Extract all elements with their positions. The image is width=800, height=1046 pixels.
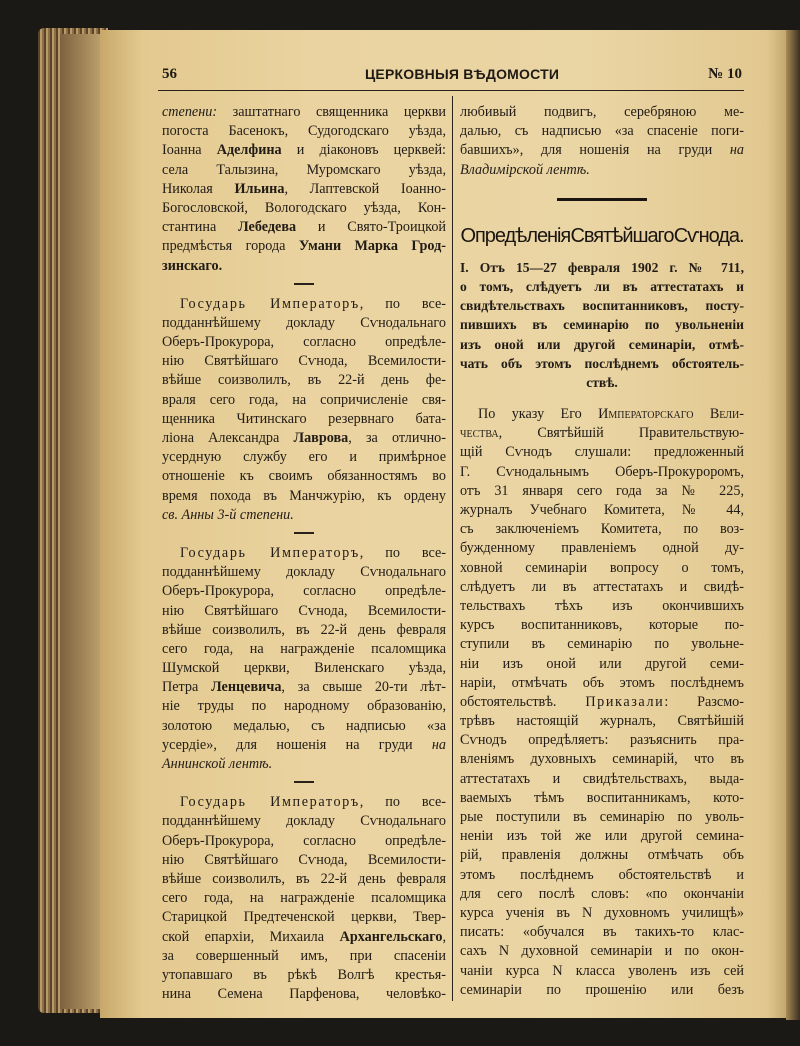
text-line xyxy=(460,827,744,846)
text-line xyxy=(460,674,744,693)
text-line xyxy=(162,621,446,640)
text-span: курсъ воспитанниковъ, которые по- xyxy=(460,617,744,634)
text-line xyxy=(460,315,744,334)
text-span: нина Семена Парфенова, человѣко- xyxy=(162,986,446,1003)
left-column xyxy=(162,103,446,1004)
paragraph xyxy=(162,544,446,774)
text-span: чества xyxy=(460,425,499,442)
text-span: неніи изъ той же или другой семина- xyxy=(460,828,744,845)
text-line xyxy=(460,141,744,160)
bold-name: Архангельскаго xyxy=(339,928,443,945)
text-span: , за свыше 20-ти лѣт- xyxy=(281,679,446,696)
text-line xyxy=(162,122,446,141)
text-line xyxy=(162,218,446,237)
text-span: бужденному правленіемъ одной ду- xyxy=(460,540,744,557)
book-binding-shadow xyxy=(786,30,800,1020)
page-number: 56 xyxy=(162,66,177,82)
text-span: стантина xyxy=(162,219,239,236)
text-span: Оберъ-Прокурора, согласно опредѣле- xyxy=(162,832,446,849)
text-span: , Лаптевской Іоанно- xyxy=(284,180,446,197)
text-line xyxy=(162,582,446,601)
text-span: далью, съ надписью «за спасеніе поги- xyxy=(460,123,744,140)
text-line xyxy=(162,467,446,486)
text-span: для сего послѣ словъ: «по окончаніи xyxy=(460,885,744,902)
text-line xyxy=(460,731,744,750)
italic-text: Аннинской лентѣ. xyxy=(162,756,273,772)
text-line xyxy=(162,506,446,525)
text-span: враля сего года, на сопричисленіе свя- xyxy=(162,391,446,408)
text-span: журналъ Учебнаго Комитета, № 44, xyxy=(460,502,744,518)
bold-name: Ленцевича xyxy=(211,679,282,696)
text-line xyxy=(460,962,744,981)
section-divider xyxy=(294,781,314,783)
text-span: I. Отъ 15—27 февраля 1902 г. № 711, xyxy=(460,259,744,275)
text-span: : Разсмо- xyxy=(664,693,744,710)
text-span: вленіямъ духовныхъ семинарій, что въ xyxy=(460,751,744,768)
text-line xyxy=(460,424,744,443)
text-line xyxy=(162,717,446,736)
text-span: свидѣтельствахъ воспитанниковъ, посту- xyxy=(460,298,744,314)
journal-title: ЦЕРКОВНЫЯ ВѢДОМОСТИ xyxy=(365,66,560,82)
text-span: за совершенный имъ, при спасеніи xyxy=(162,947,446,964)
section-divider xyxy=(557,198,647,201)
text-span: этомъ послѣднемъ обстоятельствѣ и xyxy=(460,866,744,883)
text-span: нію Святѣйшаго Сѵнода, Всемилости- xyxy=(162,851,446,868)
text-line xyxy=(162,429,446,448)
text-line xyxy=(162,237,446,256)
text-line xyxy=(460,770,744,789)
text-span: По указу Его xyxy=(478,406,599,423)
section-heading: Опредѣленія Святѣйшаго Сѵнода. xyxy=(460,224,744,247)
text-span: Петра xyxy=(162,679,212,696)
text-line xyxy=(460,866,744,885)
text-span: Шумской церкви, Виленскаго уѣзда, xyxy=(162,660,446,677)
text-line xyxy=(162,928,446,947)
text-line xyxy=(162,410,446,429)
text-line xyxy=(460,808,744,827)
text-span: щій Сѵнодъ слушали: предложенный xyxy=(460,444,744,461)
text-line xyxy=(162,870,446,889)
text-span: Приказали xyxy=(585,693,665,710)
text-span: Государь Императоръ xyxy=(180,544,360,561)
text-line xyxy=(162,812,446,831)
right-column xyxy=(460,103,744,1000)
text-span: ствѣ. xyxy=(586,374,618,390)
text-line xyxy=(162,697,446,716)
text-span: Сѵнодъ опредѣляетъ: разъяснить пра- xyxy=(460,732,744,749)
text-span: села Талызина, Муромскаго уѣзда, xyxy=(162,161,446,178)
bold-name: Лаврова xyxy=(293,430,349,446)
text-line xyxy=(460,559,744,578)
text-line xyxy=(162,257,446,276)
text-span: Николая xyxy=(162,180,235,197)
column-divider xyxy=(452,96,453,1001)
text-line xyxy=(162,352,446,371)
text-span: бавшихъ», для ношенія на груди xyxy=(460,142,730,159)
paragraph xyxy=(460,405,744,1000)
text-span: Государь Императоръ xyxy=(180,295,360,312)
text-span: чаніи курса N класса уволенъ изъ сей xyxy=(460,962,744,979)
text-line xyxy=(460,750,744,769)
text-line xyxy=(162,295,446,314)
text-line xyxy=(460,693,744,712)
text-span: Оберъ-Прокурора, согласно опредѣле- xyxy=(162,334,446,351)
text-span: вѣйше соизволилъ, въ 22-й день фе- xyxy=(162,372,446,389)
text-span: ніи изъ оной или другой семи- xyxy=(460,655,744,672)
text-span: сего года, на награжденіе псаломщика xyxy=(162,890,446,907)
text-line xyxy=(460,482,744,501)
text-span: Г. Сѵнодальнымъ Оберъ-Прокуроромъ, xyxy=(460,463,744,480)
text-span: писать: «обучался въ такихъ-то клас- xyxy=(460,924,744,941)
decree-summary xyxy=(460,258,744,392)
text-line xyxy=(460,258,744,277)
text-span: предмѣстья города xyxy=(162,238,299,255)
text-line xyxy=(162,333,446,352)
text-span: погоста Басенокъ, Судогодскаго уѣзда, xyxy=(162,123,446,140)
text-line xyxy=(460,405,744,424)
text-line xyxy=(162,391,446,410)
text-span: наріи, отмѣчать объ этомъ послѣднемъ xyxy=(460,674,744,691)
text-line xyxy=(162,563,446,582)
text-line xyxy=(460,578,744,597)
text-line xyxy=(162,736,446,755)
text-span: курса ученія въ N духовномъ училищѣ» xyxy=(460,904,744,921)
text-line xyxy=(162,371,446,390)
text-line xyxy=(460,373,744,392)
text-line xyxy=(460,923,744,942)
text-line xyxy=(460,712,744,731)
text-line xyxy=(460,539,744,558)
text-span: и Свято-Троицкой xyxy=(296,219,446,236)
text-line xyxy=(162,314,446,333)
text-span: сего года, на награжденіе псаломщика xyxy=(162,640,446,657)
italic-text: степени: xyxy=(162,104,218,120)
text-span: нію Святѣйшаго Сѵнода, Всемилости- xyxy=(162,602,446,619)
bold-name: зинскаго. xyxy=(162,257,223,274)
text-line xyxy=(162,602,446,621)
section-divider xyxy=(294,532,314,534)
text-line xyxy=(162,103,446,122)
text-span: ховной семинаріи вопросу о томъ, xyxy=(460,559,744,576)
text-span: заштатнаго священника церкви xyxy=(217,104,446,120)
text-span: , по все- xyxy=(359,295,446,312)
text-span: отношеніе къ своимъ обязанностямъ во xyxy=(162,468,446,485)
text-line xyxy=(460,122,744,141)
text-line xyxy=(162,640,446,659)
text-span: усердіе», для ношенія на груди xyxy=(162,736,432,753)
text-line xyxy=(162,141,446,160)
text-line xyxy=(162,448,446,467)
text-line xyxy=(162,966,446,985)
text-span: аттестатахъ и свидѣтельствахъ, выда- xyxy=(460,770,744,787)
text-span: Императорскаго Вели- xyxy=(598,406,744,423)
text-line xyxy=(460,277,744,296)
text-span: вѣйше соизволилъ, въ 22-й день февраля xyxy=(162,870,446,887)
text-span: время похода въ Манчжурію, къ ордену xyxy=(162,487,446,504)
paragraph xyxy=(162,103,446,276)
text-span: ліона Александра xyxy=(162,430,294,446)
text-span: рій, правленія должны отмѣчать объ xyxy=(460,847,744,864)
paragraph xyxy=(460,103,744,180)
text-span: любивый подвигъ, серебряною ме- xyxy=(460,104,744,120)
header-rule xyxy=(158,90,744,91)
running-header xyxy=(160,66,742,86)
text-span: Богословской, Вологодскаго уѣзда, Кон- xyxy=(162,199,446,216)
text-span: чать объ этомъ послѣднемъ обстоятель- xyxy=(460,355,744,371)
paragraph xyxy=(162,295,446,525)
text-span: о томъ, слѣдуетъ ли въ аттестатахъ и xyxy=(460,278,744,294)
text-span: пившихъ въ семинарію по увольненіи xyxy=(460,317,744,333)
text-line xyxy=(162,985,446,1004)
text-span: обстоятельствѣ. xyxy=(460,693,586,710)
text-span: , за отлично- xyxy=(348,430,446,446)
text-span: рые поступили въ семинарію по уволь- xyxy=(460,809,744,825)
text-line xyxy=(460,501,744,520)
italic-text: Владимірской лентѣ. xyxy=(460,161,590,178)
text-line xyxy=(162,659,446,678)
text-span: Старицкой Предтеченской церкви, Твер- xyxy=(162,909,446,926)
issue-number: № 10 xyxy=(708,66,742,82)
text-line xyxy=(162,947,446,966)
text-span: изъ оной или другой семинаріи, отмѣ- xyxy=(460,336,744,352)
text-span: , по все- xyxy=(359,794,446,811)
text-line xyxy=(460,635,744,654)
section-divider xyxy=(294,283,314,285)
text-line xyxy=(460,443,744,462)
text-span: нію Святѣйшаго Сѵнода, Всемилости- xyxy=(162,353,446,370)
text-span: подданнѣйшему докладу Сѵнодальнаго xyxy=(162,314,446,331)
text-span: семинаріи по прошенію или безъ xyxy=(460,981,744,998)
text-span: подданнѣйшему докладу Сѵнодальнаго xyxy=(162,564,446,581)
text-line xyxy=(460,885,744,904)
text-line xyxy=(162,908,446,927)
text-line xyxy=(460,296,744,315)
text-line xyxy=(162,851,446,870)
italic-text: на xyxy=(431,736,446,753)
bold-name: Ильина xyxy=(234,180,285,197)
text-span: Оберъ-Прокурора, согласно опредѣле- xyxy=(162,583,446,600)
text-line xyxy=(460,597,744,616)
text-span: утопавшаго въ рѣкѣ Волгѣ крестья- xyxy=(162,966,446,983)
text-line xyxy=(162,793,446,812)
text-span: , по все- xyxy=(359,544,446,561)
text-span: трѣвъ настоящій журналъ, Святѣйшій xyxy=(460,713,744,730)
italic-text: св. Анны 3-й степени. xyxy=(162,506,294,523)
text-line xyxy=(460,103,744,122)
text-span: золотою медалью, съ надписью «за xyxy=(162,717,446,734)
bold-name: Лебедева xyxy=(238,219,297,236)
text-span: слѣдуетъ ли въ аттестатахъ и свидѣ- xyxy=(460,578,744,595)
text-line xyxy=(162,755,446,774)
text-line xyxy=(460,463,744,482)
text-line xyxy=(460,616,744,635)
text-span: подданнѣйшему докладу Сѵнодальнаго xyxy=(162,813,446,830)
text-span: , Святѣйшій Правительствую- xyxy=(498,425,744,442)
text-span: , xyxy=(442,928,446,945)
text-line xyxy=(460,354,744,373)
italic-text: на xyxy=(729,142,744,159)
text-line xyxy=(162,161,446,180)
text-line xyxy=(460,846,744,865)
text-span: и діаконовъ церквей: xyxy=(281,142,446,159)
text-line xyxy=(162,832,446,851)
text-line xyxy=(162,889,446,908)
text-line xyxy=(460,161,744,180)
text-span: съ заключеніемъ Комитета, по воз- xyxy=(460,521,744,538)
text-span: ской епархіи, Михаила xyxy=(162,928,340,945)
text-line xyxy=(460,655,744,674)
text-line xyxy=(460,520,744,539)
text-span: ніе труды по народному образованію, xyxy=(162,698,446,715)
text-line xyxy=(162,544,446,563)
text-span: вѣйше соизволилъ, въ 22-й день февраля xyxy=(162,621,446,638)
text-line xyxy=(162,487,446,506)
text-line xyxy=(460,789,744,808)
text-line xyxy=(162,199,446,218)
text-line xyxy=(162,180,446,199)
bold-name: Аделфина xyxy=(216,142,282,159)
text-span: сахъ N духовной семинаріи и по окон- xyxy=(460,943,744,960)
text-line xyxy=(162,678,446,697)
text-span: щенника Читинскаго резервнаго бата- xyxy=(162,410,446,427)
spacer xyxy=(460,392,744,405)
text-span: усердную службу его и примѣрное xyxy=(162,449,446,466)
text-span: Государь Императоръ xyxy=(180,794,360,811)
text-line xyxy=(460,981,744,1000)
bold-name: Умани Марка Грод- xyxy=(298,238,446,255)
text-line xyxy=(460,942,744,961)
text-span: ваемыхъ тѣмъ воспитанникамъ, кото- xyxy=(460,789,744,806)
text-line xyxy=(460,904,744,923)
text-span: отъ 31 января сего года за № 225, xyxy=(460,482,744,499)
text-line xyxy=(460,335,744,354)
text-span: ступили въ семинарію по увольне- xyxy=(460,636,744,653)
text-span: Іоанна xyxy=(162,142,217,159)
paragraph xyxy=(162,793,446,1004)
text-span: тельствахъ тѣхъ изъ окончившихъ xyxy=(460,597,744,614)
